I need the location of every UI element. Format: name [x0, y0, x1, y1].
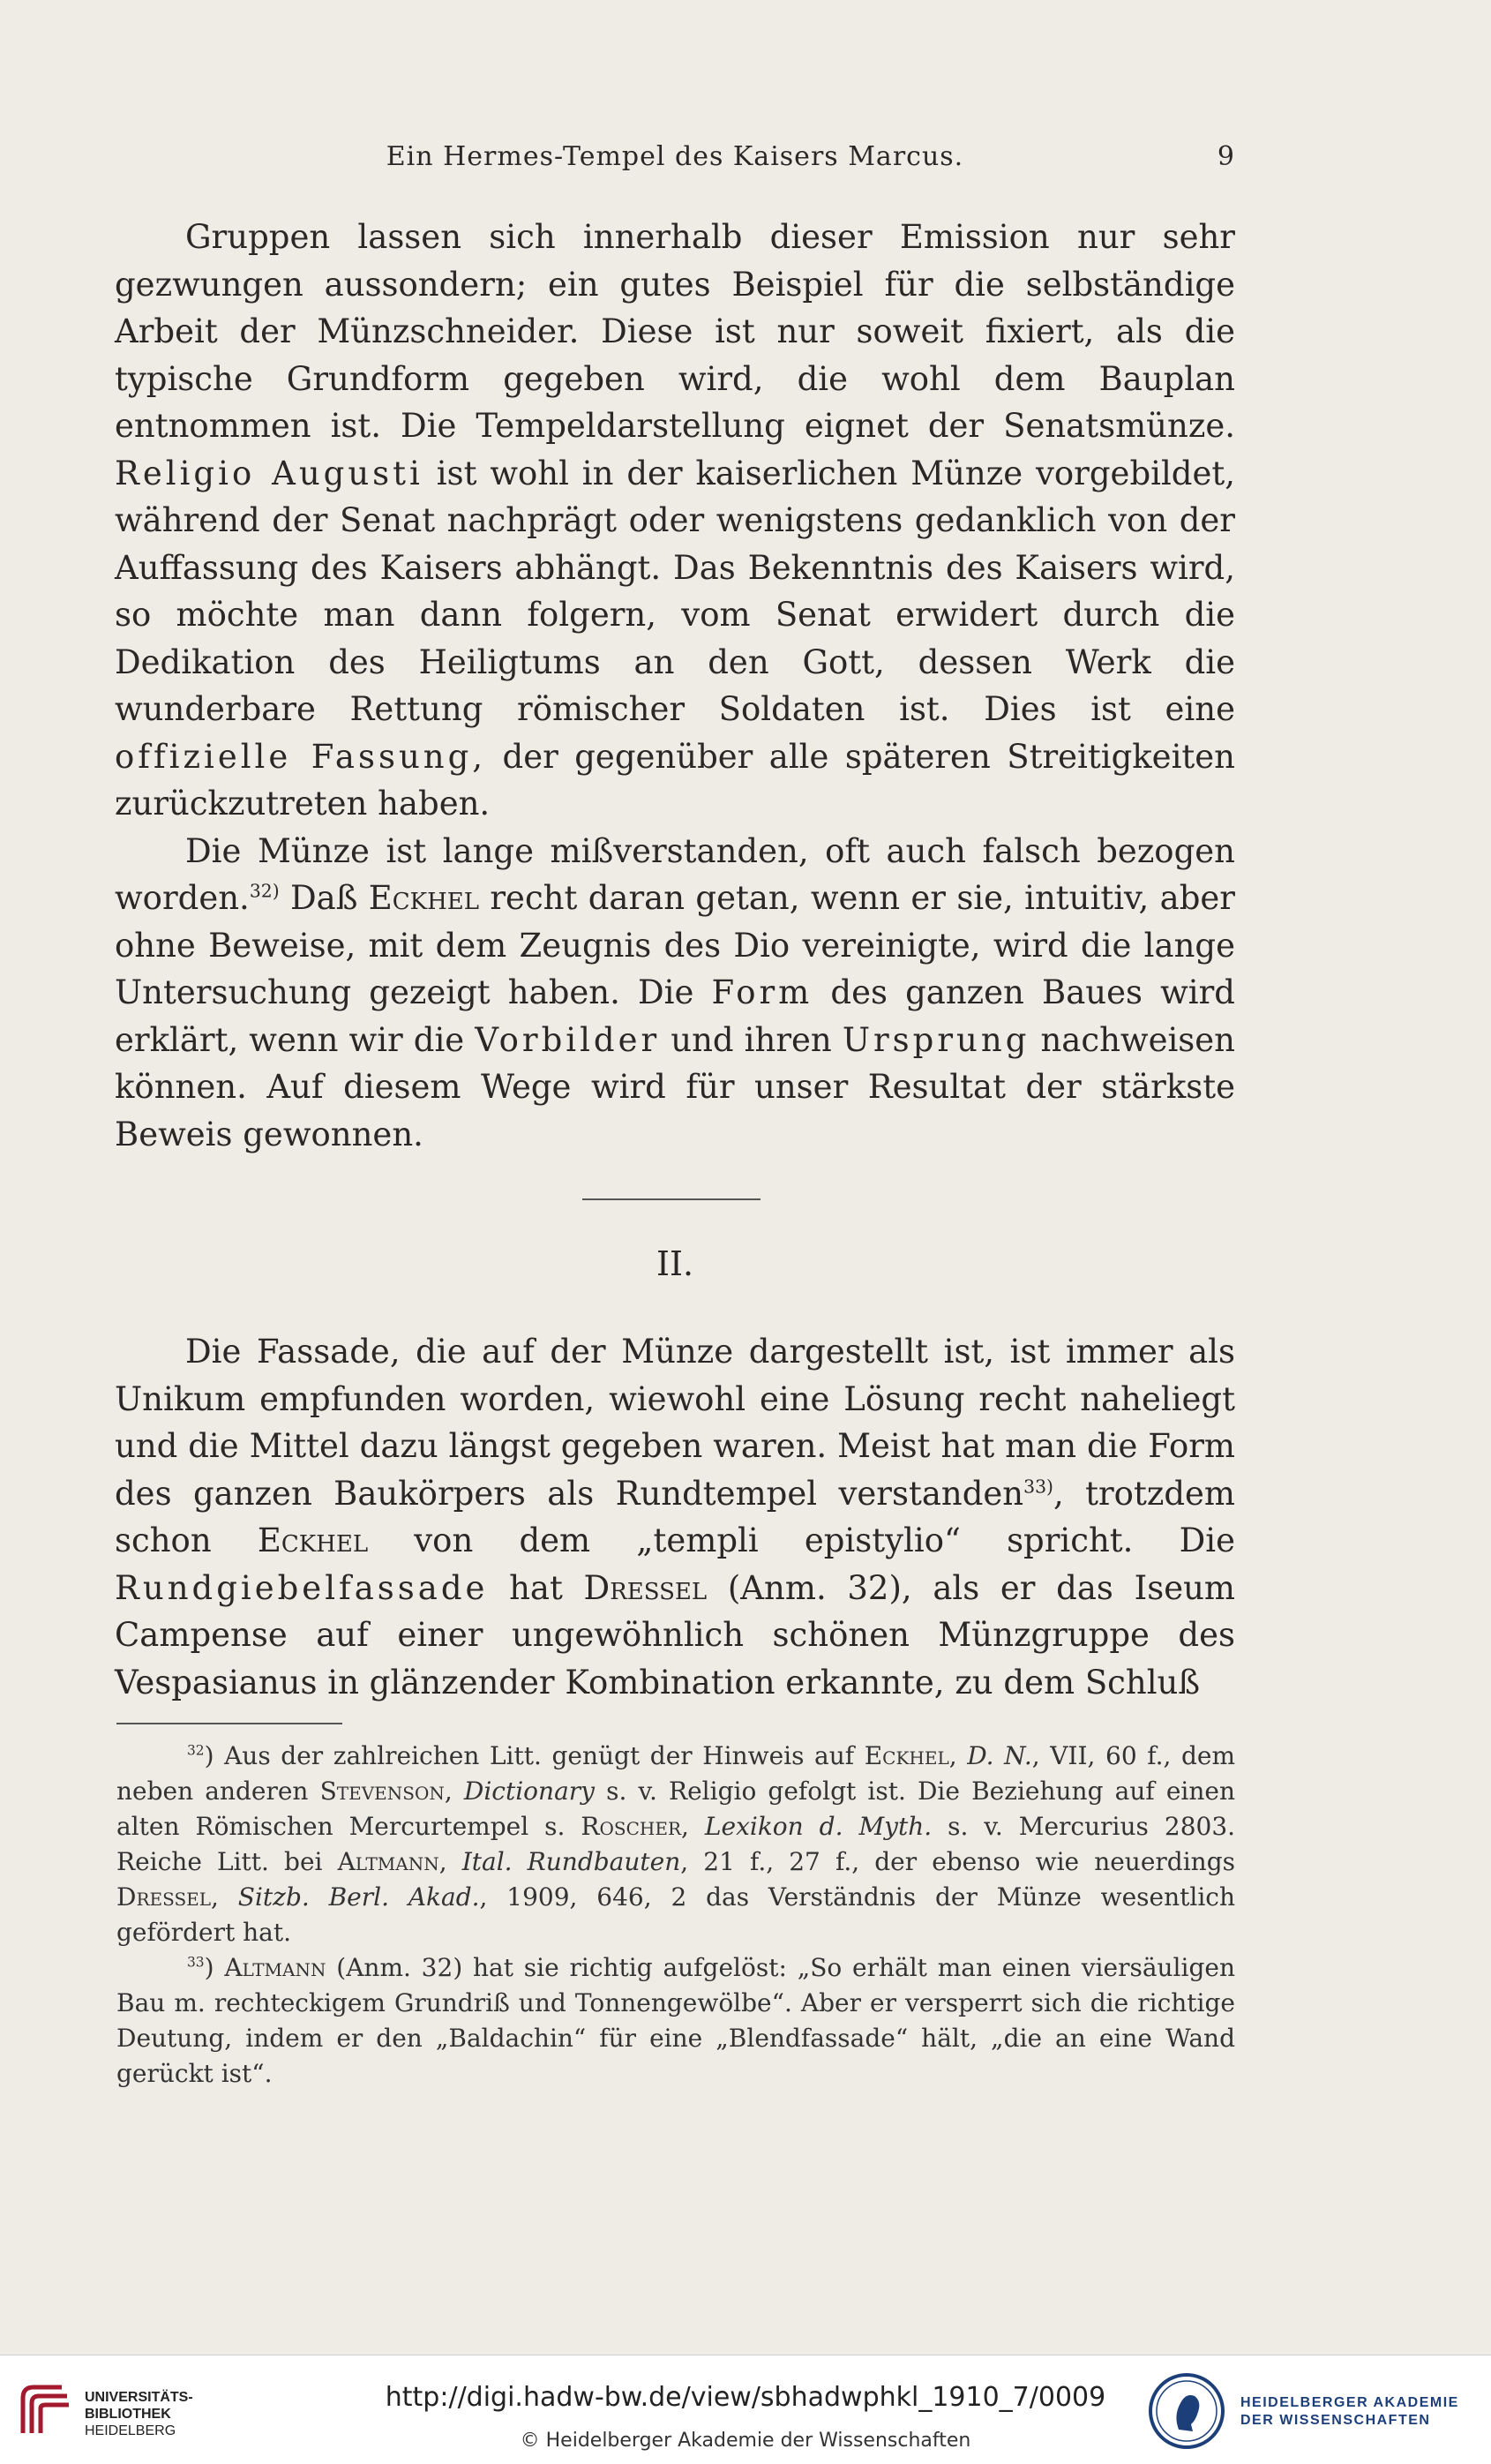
viewer-footer	[0, 2355, 1491, 2464]
footnote-32: $^{32}$) Aus der zahlreichen Litt. genügt der Hinweis auf Eckhel, D. N., VII, 60 f., dem neben anderen Stevenson, Dictionary s. v. Religio gefolgt ist. Die Beziehung auf einen alten Römischen Mercurtempel s. Roscher, Lexikon d. Myth. s. v. Mercurius 2803. Reiche Litt. bei Altmann, Ital. Rundbauten, 21 f., 27 f., der ebenso wie neuerdings Dressel, Sitzb. Berl. Akad., 1909, 646, 2 das Verständnis der Münze wesentlich gefördert hat.	[116, 1741, 1236, 1947]
author-name: Eckhel	[368, 879, 480, 917]
copyright-notice: © Heidelberger Akademie der Wissenschaften	[520, 2430, 971, 2452]
footnote-divider	[116, 1723, 342, 1724]
spaced-term: Religio Augusti	[115, 454, 423, 492]
author-name: Eckhel	[257, 1521, 369, 1559]
spaced-term: offizielle Fassung,	[115, 737, 487, 776]
section-1-text	[115, 214, 1235, 1158]
academy-name: HEIDELBERGER AKADEMIE DER WISSENSCHAFTEN	[1240, 2395, 1459, 2428]
page-number: 9	[1217, 141, 1235, 172]
section-number: II.	[656, 1244, 694, 1283]
permalink-url[interactable]: http://digi.hadw-bw.de/view/sbhadwphkl_1910_7/0009	[385, 2382, 1106, 2413]
paragraph-1: Gruppen lassen sich innerhalb dieser Emission nur sehr gezwungen aussondern; ein gutes Beispiel für die selbständige Arbeit der Münzschneider. Diese ist nur soweit fixiert, als die typische Grundform gegeben wird, die wohl dem Bauplan entnommen ist. Die Tempeldarstellung eignet der Senatsmünze. Religio Augusti ist wohl in der kaiserlichen Münze vorgebildet, während der Senat nachprägt oder wenigstens gedanklich von der Auffassung des Kaisers abhängt. Das Bekenntnis des Kaisers wird, so möchte man dann folgern, vom Senat erwidert durch die Dedikation des Heiligtums an den Gott, dessen Werk die wunderbare Rettung römischer Soldaten ist. Dies ist eine offizielle Fassung, der gegenüber alle späteren Streitigkeiten zurückzutreten haben.	[115, 218, 1236, 823]
spaced-term: Rundgiebelfassade	[115, 1568, 489, 1607]
page-header	[115, 141, 1235, 180]
footnote-ref: 32)	[249, 880, 280, 902]
running-title: Ein Hermes-Tempel des Kaisers Marcus.	[386, 141, 964, 172]
library-name: UNIVERSITÄTS- BIBLIOTHEK HEIDELBERG	[85, 2390, 193, 2438]
section-divider	[582, 1198, 760, 1200]
section-2-text	[115, 1328, 1235, 1706]
footnotes	[116, 1739, 1235, 2092]
academy-seal-icon	[1147, 2371, 1226, 2451]
footnote-ref: 33)	[1023, 1476, 1053, 1498]
author-name: Dressel	[583, 1568, 708, 1607]
paragraph-2: Die Münze ist lange mißverstanden, oft auch falsch bezogen worden.$^{32)}$ Daß Eckhel recht daran getan, wenn er sie, intuitiv, aber ohne Beweise, mit dem Zeugnis des Dio vereinigte, wird die lange Untersuchung gezeigt haben. Die Form des ganzen Baues wird erklärt, wenn wir die Vorbilder und ihren Ursprung nachweisen können. Auf diesem Wege wird für unser Resultat der stärkste Beweis gewonnen.	[115, 831, 1236, 1153]
paragraph-3: Die Fassade, die auf der Münze dargestellt ist, ist immer als Unikum empfunden worden, wiewohl eine Lösung recht naheliegt und die Mittel dazu längst gegeben waren. Meist hat man die Form des ganzen Baukörpers als Rundtempel verstanden$^{33)}$, trotzdem schon Eckhel von dem „templi epistylio“ spricht. Die Rundgiebelfassade hat Dressel (Anm. 32), als er das Iseum Campense auf einer ungewöhnlich schönen Münzgruppe des Vespasianus in glänzender Kombination erkannte, zu dem Schluß	[115, 1333, 1236, 1702]
footnote-33: $^{33}$) Altmann (Anm. 32) hat sie richtig aufgelöst: „So erhält man einen viersäuligen Bau m. rechteckigem Grundriß und Tonnengewölbe“. Aber er versperrt sich die richtige Deutung, indem er den „Baldachin“ für eine „Blendfassade“ hält, „die an eine Wand gerückt ist“.	[116, 1953, 1235, 2088]
